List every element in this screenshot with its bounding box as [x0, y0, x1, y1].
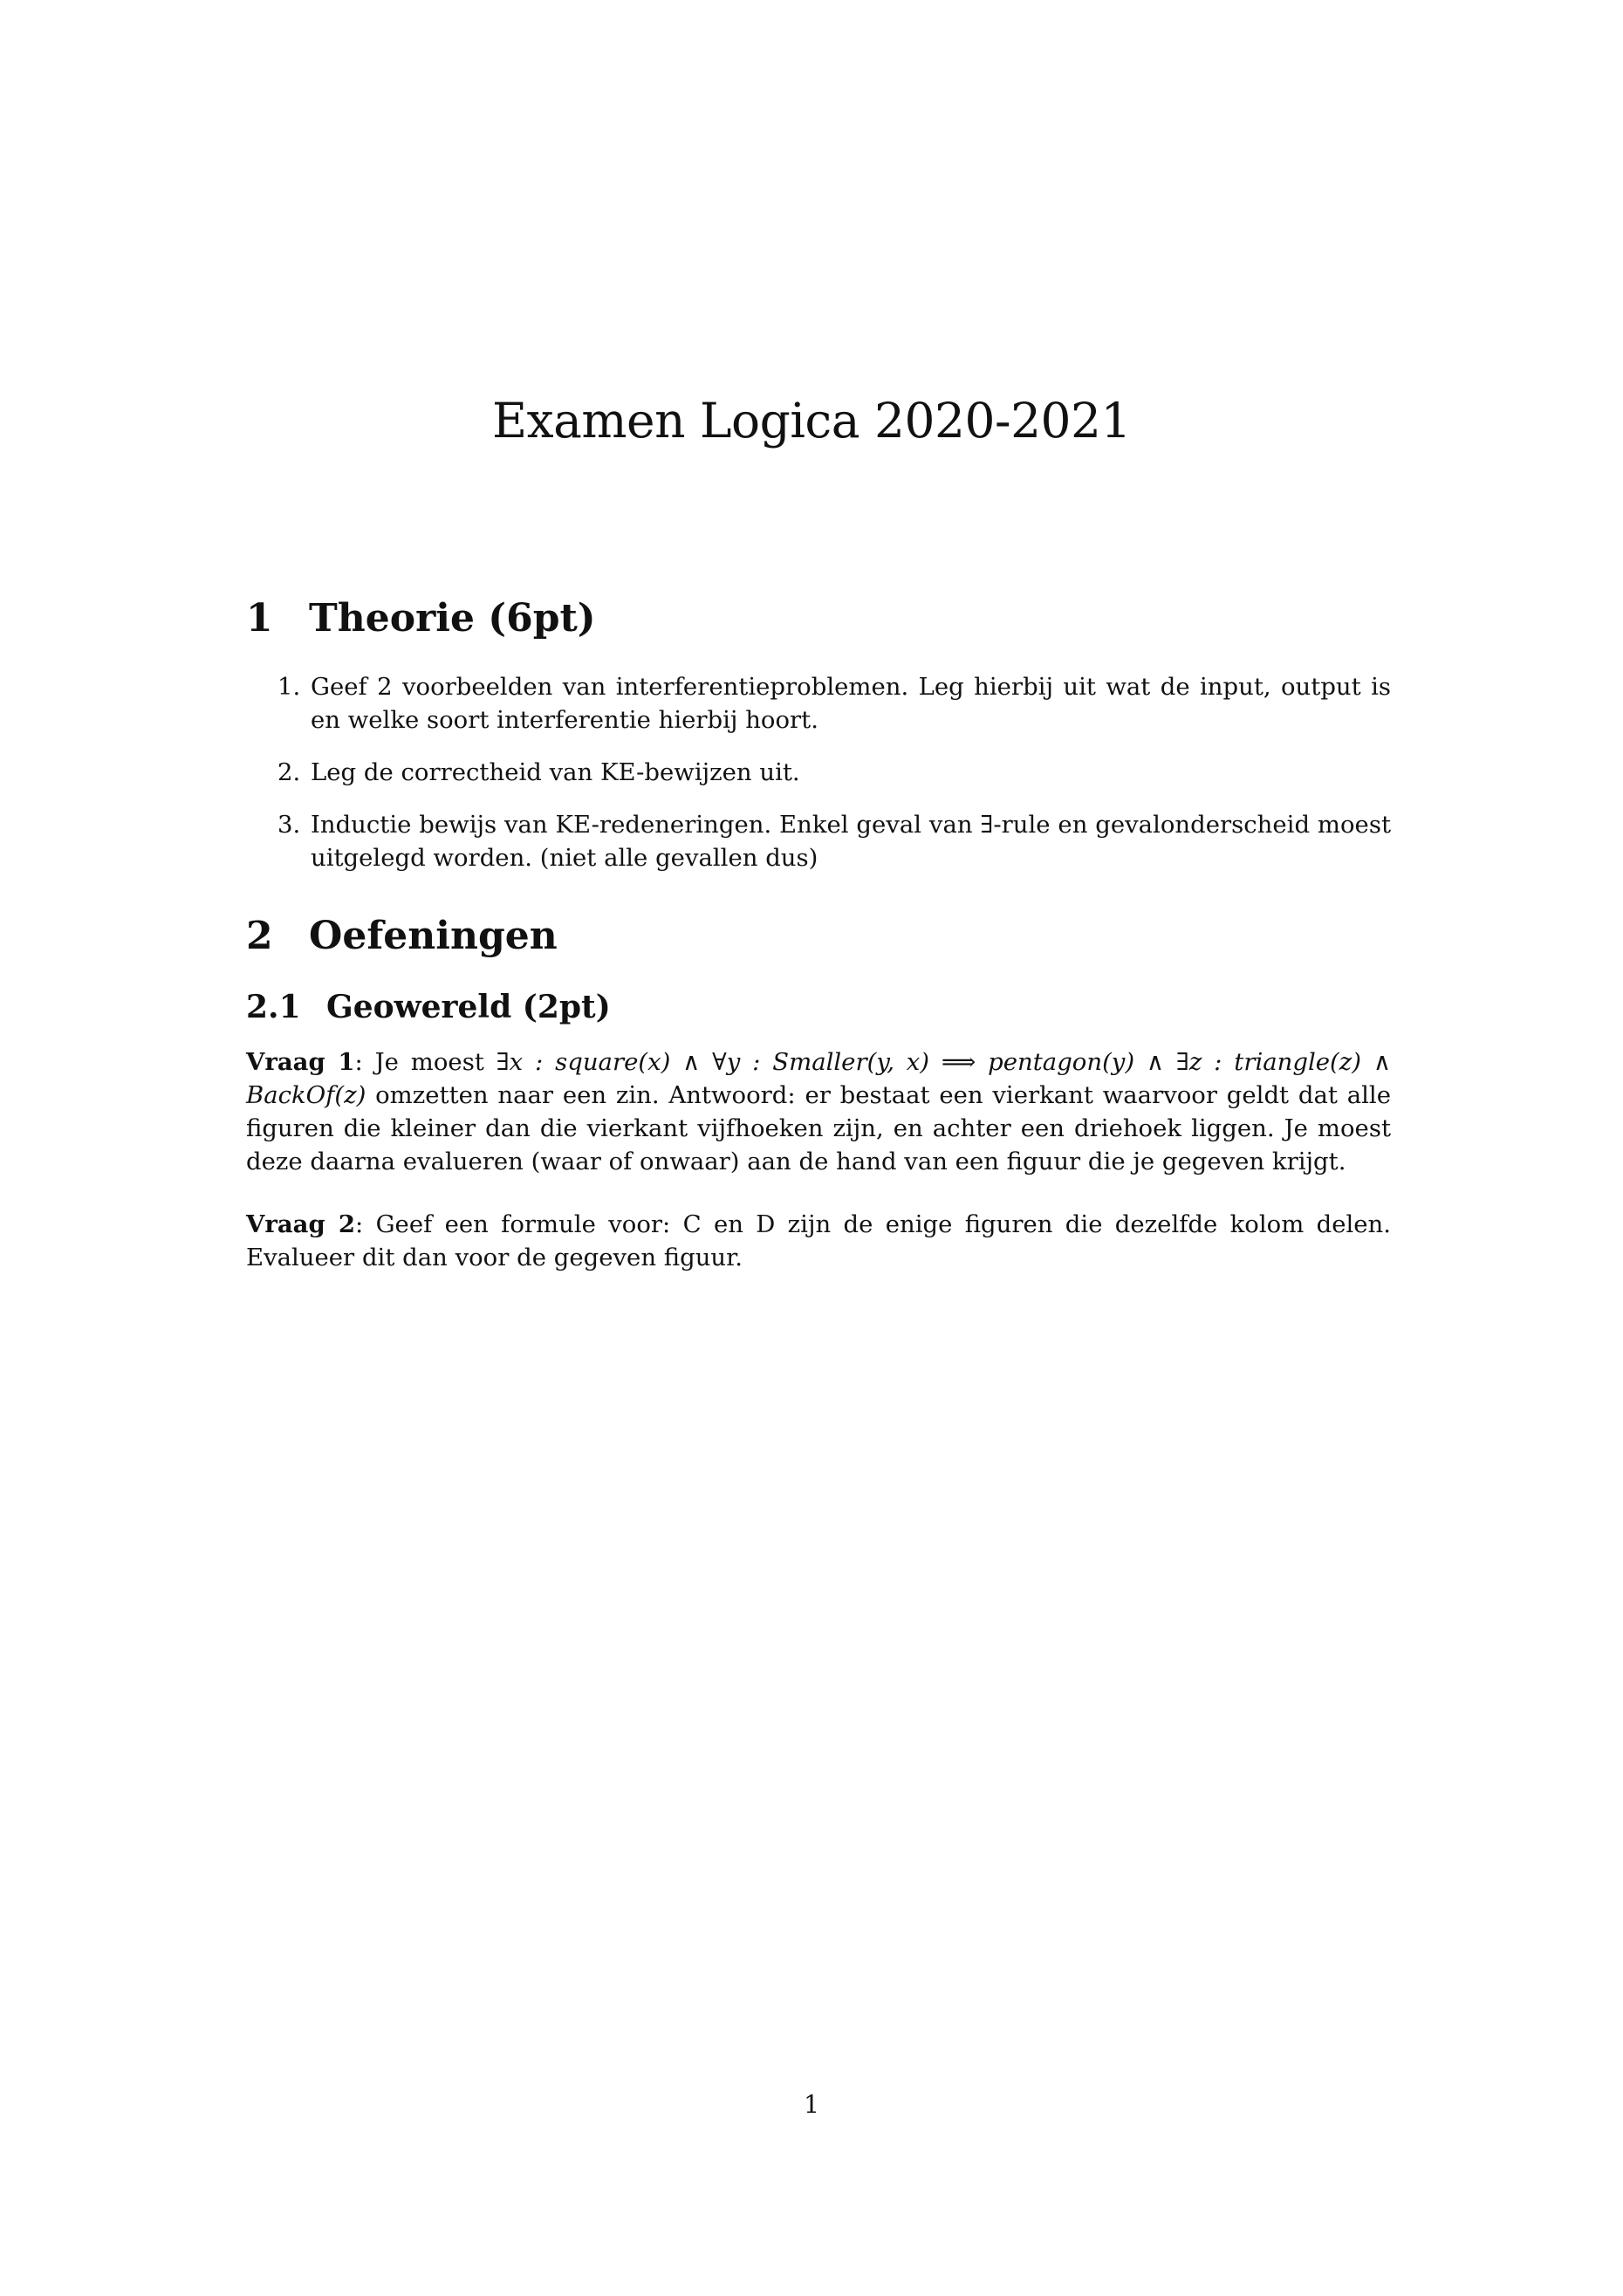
- list-item-text: Geef 2 voorbeelden van interferentieproblemen. Leg hierbij uit wat de input, output is en welke soort interferentie hierbij hoort.: [311, 673, 1391, 734]
- list-item-number: 3.: [277, 811, 301, 839]
- vraag-2-text: : Geef een formule voor: C en D zijn de enige figuren die dezelfde kolom delen. Evalueer dit dan voor de gegeven figuur.: [246, 1210, 1391, 1271]
- list-item: [246, 670, 1391, 737]
- list-item: [246, 756, 1391, 789]
- vraag-2-paragraph: [246, 1208, 1391, 1274]
- section-heading-theorie: [246, 596, 596, 641]
- section-title: Theorie (6pt): [309, 596, 596, 641]
- list-item-number: 2.: [277, 758, 301, 786]
- list-item-number: 1.: [277, 673, 301, 701]
- list-item-text: Leg de correctheid van KE-bewijzen uit.: [311, 758, 800, 786]
- theory-question-list: [246, 670, 1391, 894]
- section-heading-oefeningen: [246, 914, 558, 958]
- vraag-1-lead: : Je moest: [354, 1048, 496, 1076]
- page-number: 1: [804, 2090, 819, 2119]
- subsection-title: Geowereld (2pt): [326, 989, 611, 1025]
- section-number: 1: [246, 596, 273, 641]
- section-number: 2: [246, 914, 273, 958]
- document-title: Examen Logica 2020-2021: [491, 393, 1132, 449]
- vraag-1-text: omzetten naar een zin. Antwoord: er bestaat een vierkant waarvoor geldt dat alle figuren die kleiner dan die vierkant vijfhoeken zijn, en achter een driehoek liggen. Je moest deze daarna evalueren (waar of onwaar) aan de hand van een figuur die je gegeven krijgt.: [246, 1081, 1391, 1175]
- list-item: [246, 808, 1391, 874]
- list-item-text: Inductie bewijs van KE-redeneringen. Enkel geval van ∃-rule en gevalonderscheid moest uitgelegd worden. (niet alle gevallen dus): [311, 811, 1391, 872]
- subsection-heading-geowereld: [246, 989, 611, 1025]
- vraag-1-label: Vraag 1: [246, 1048, 355, 1076]
- vraag-2-label: Vraag 2: [246, 1210, 355, 1238]
- vraag-1-paragraph: [246, 1045, 1391, 1178]
- section-title: Oefeningen: [309, 914, 558, 958]
- vraag-1-formula: ∃x : square(x) ∧ ∀y : Smaller(y, x) ⟹ pentagon(y) ∧ ∃z : triangle(z) ∧ BackOf(z): [246, 1048, 1391, 1109]
- subsection-number: 2.1: [246, 989, 301, 1025]
